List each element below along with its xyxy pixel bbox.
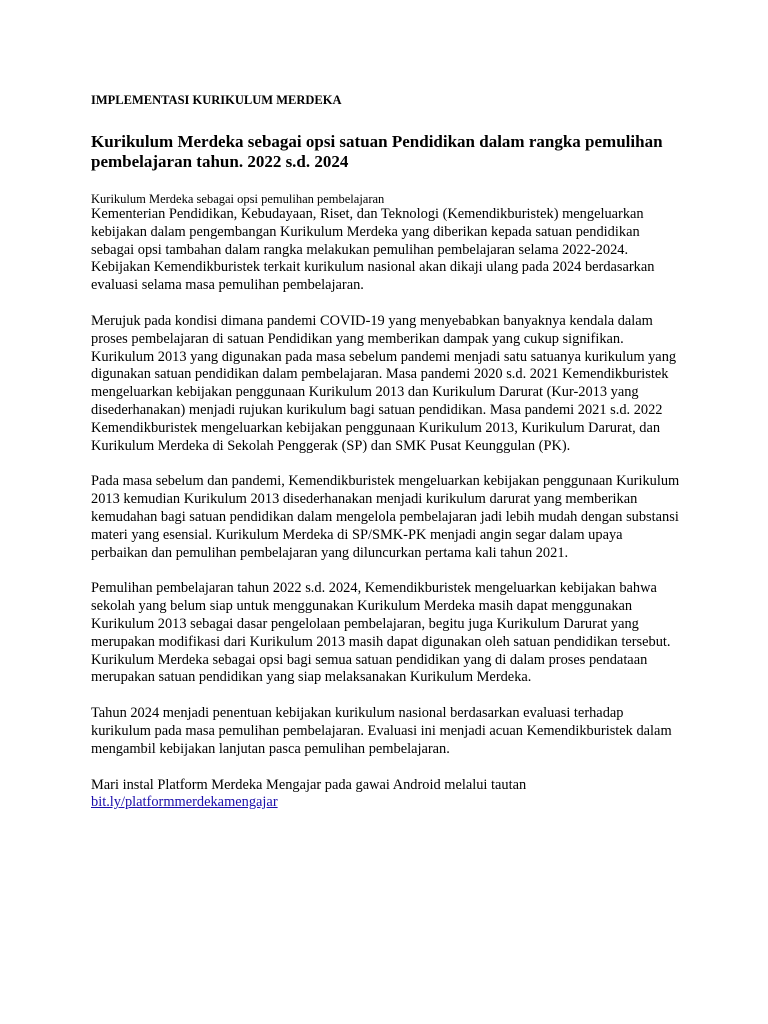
platform-link[interactable]: bit.ly/platformmerdekamengajar (91, 794, 278, 811)
paragraph-3: Pada masa sebelum dan pandemi, Kemendikburistek mengeluarkan kebijakan penggunaan Kurikulum 2013 kemudian Kurikulum 2013 disederhanakan menjadi kurikulum darurat yang memberikan kemudahan bagi satuan pendidikan dalam mengelola pembelajaran jadi lebih mudah dengan substansi materi yang esensial. Kurikulum Merdeka di SP/SMK-PK menjadi angin segar dalam upaya perbaikan dan pemulihan pembelajaran yang diluncurkan pertama kali tahun 2021. (91, 473, 680, 561)
closing-text: Mari instal Platform Merdeka Mengajar pada gawai Android melalui tautan (91, 776, 527, 793)
document-body (91, 92, 681, 830)
document-subtitle: Kurikulum Merdeka sebagai opsi pemulihan pembelajaran (91, 192, 385, 206)
document-overline: IMPLEMENTASI KURIKULUM MERDEKA (91, 93, 342, 107)
paragraph-1: Kementerian Pendidikan, Kebudayaan, Riset, dan Teknologi (Kemendikburistek) mengeluarkan kebijakan dalam pengembangan Kurikulum Merdeka yang diberikan kepada satuan pendidikan sebagai opsi tambahan dalam rangka melakukan pemulihan pembelajaran selama 2022-2024. Kebijakan Kemendikburistek terkait kurikulum nasional akan dikaji ulang pada 2024 berdasarkan evaluasi selama masa pemulihan pembelajaran. (91, 206, 655, 294)
document-title: Kurikulum Merdeka sebagai opsi satuan Pendidikan dalam rangka pemulihan pembelajaran tahun. 2022 s.d. 2024 (91, 132, 663, 171)
paragraph-2: Merujuk pada kondisi dimana pandemi COVID-19 yang menyebabkan banyaknya kendala dalam proses pembelajaran di satuan Pendidikan yang memberikan dampak yang cukup signifikan. Kurikulum 2013 yang digunakan pada masa sebelum pandemi menjadi satu satuanya kurikulum yang digunakan satuan pendidikan dalam pembelajaran. Masa pandemi 2020 s.d. 2021 Kemendikburistek mengeluarkan kebijakan penggunaan Kurikulum 2013 dan Kurikulum Darurat (Kur-2013 yang disederhanakan) menjadi rujukan kurikulum bagi satuan pendidikan. Masa pandemi 2021 s.d. 2022 Kemendikburistek mengeluarkan kebijakan penggunaan Kurikulum 2013, Kurikulum Darurat, dan Kurikulum Merdeka di Sekolah Penggerak (SP) dan SMK Pusat Keunggulan (PK). (91, 312, 677, 454)
closing-paragraph (91, 777, 681, 813)
paragraph-4: Pemulihan pembelajaran tahun 2022 s.d. 2024, Kemendikburistek mengeluarkan kebijakan bahwa sekolah yang belum siap untuk menggunakan Kurikulum Merdeka masih dapat menggunakan Kurikulum 2013 sebagai dasar pengelolaan pembelajaran, begitu juga Kurikulum Darurat yang merupakan modifikasi dari Kurikulum 2013 masih dapat digunakan oleh satuan pendidikan tersebut. Kurikulum Merdeka sebagai opsi bagi semua satuan pendidikan yang di dalam proses pendataan merupakan satuan pendidikan yang siap melaksanakan Kurikulum Merdeka. (91, 580, 671, 686)
paragraph-5: Tahun 2024 menjadi penentuan kebijakan kurikulum nasional berdasarkan evaluasi terhadap kurikulum pada masa pemulihan pembelajaran. Evaluasi ini menjadi acuan Kemendikburistek dalam mengambil kebijakan lanjutan pasca pemulihan pembelajaran. (91, 705, 672, 757)
